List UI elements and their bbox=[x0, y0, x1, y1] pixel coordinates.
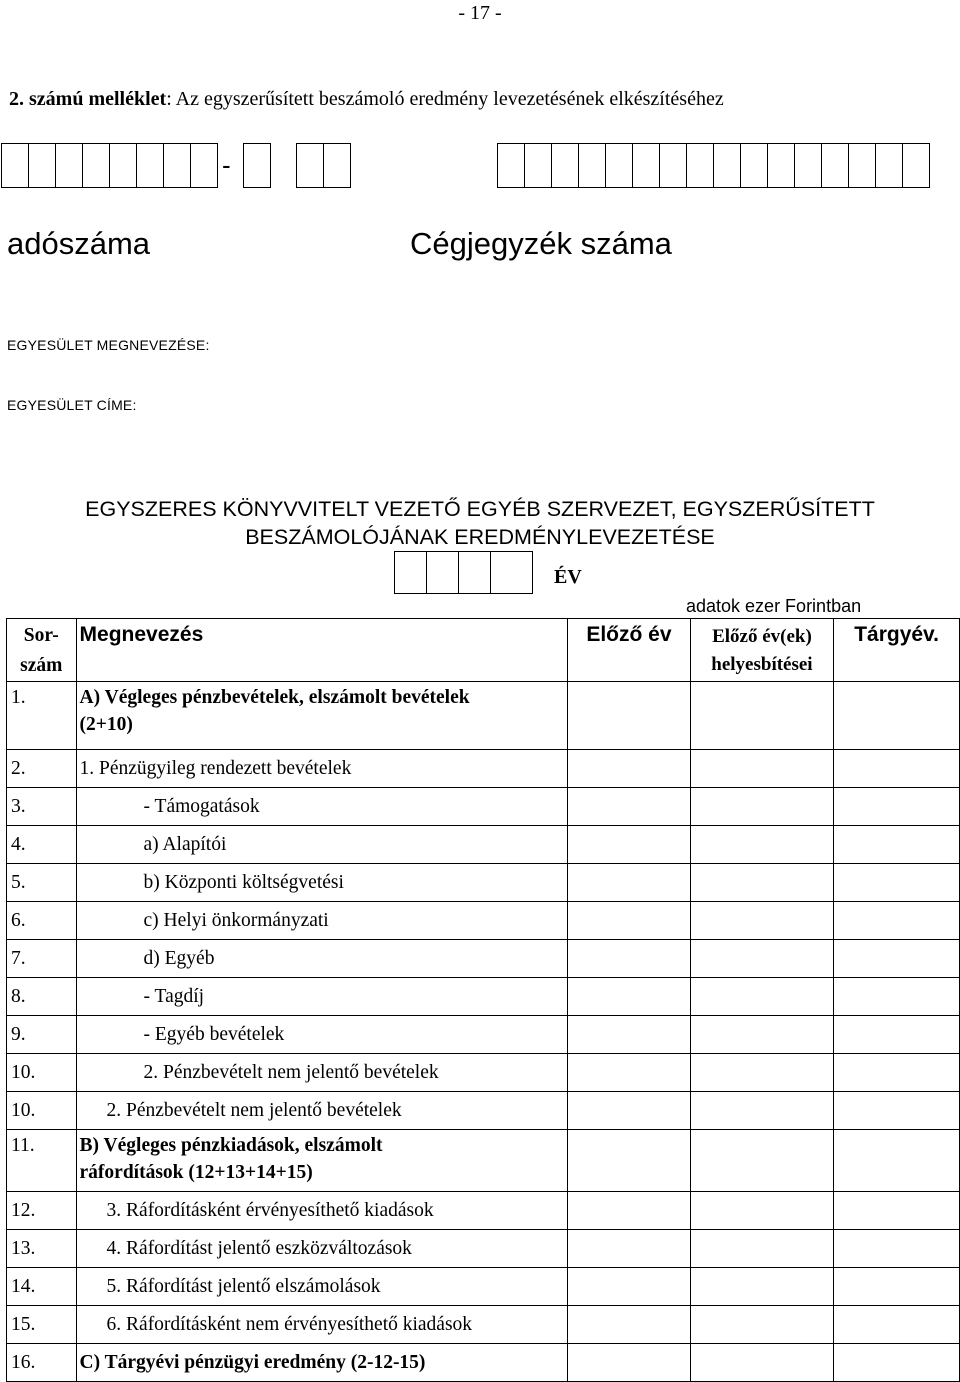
header-serial-line2: szám bbox=[20, 655, 63, 676]
tax-digit-box[interactable] bbox=[29, 143, 56, 188]
row-number: 10. bbox=[7, 1092, 77, 1130]
header-corrections bbox=[690, 619, 834, 682]
row-number: 7. bbox=[7, 940, 77, 978]
prev-year-cell[interactable] bbox=[568, 1344, 690, 1382]
current-year-cell[interactable] bbox=[834, 864, 960, 902]
prev-year-cell[interactable] bbox=[568, 940, 690, 978]
prev-year-cell[interactable] bbox=[568, 826, 690, 864]
company-reg-label: Cégjegyzék száma bbox=[410, 226, 672, 261]
row-number: 3. bbox=[7, 788, 77, 826]
table-row bbox=[7, 682, 960, 750]
tax-digit-box[interactable] bbox=[110, 143, 137, 188]
prev-year-cell[interactable] bbox=[568, 864, 690, 902]
row-name-line1: A) Végleges pénzbevételek, elszámolt bevételek bbox=[79, 687, 470, 708]
table-row bbox=[7, 1192, 960, 1230]
prev-year-cell[interactable] bbox=[568, 1016, 690, 1054]
prev-year-cell[interactable] bbox=[568, 1192, 690, 1230]
prev-year-cell[interactable] bbox=[568, 750, 690, 788]
current-year-cell[interactable] bbox=[834, 1130, 960, 1192]
reg-digit-box[interactable] bbox=[660, 143, 687, 188]
row-number: 8. bbox=[7, 978, 77, 1016]
report-title bbox=[0, 495, 960, 551]
reg-digit-box[interactable] bbox=[606, 143, 633, 188]
tax-digit-box[interactable] bbox=[243, 143, 271, 188]
prev-year-cell[interactable] bbox=[568, 1054, 690, 1092]
current-year-cell[interactable] bbox=[834, 682, 960, 750]
table-row bbox=[7, 864, 960, 902]
row-number: 10. bbox=[7, 1054, 77, 1092]
table-row bbox=[7, 1016, 960, 1054]
corrections-cell[interactable] bbox=[690, 1306, 834, 1344]
year-digit-box[interactable] bbox=[394, 551, 427, 594]
year-digit-box[interactable] bbox=[427, 551, 459, 594]
row-number: 6. bbox=[7, 902, 77, 940]
row-name: 1. Pénzügyileg rendezett bevételek bbox=[76, 750, 568, 788]
header-name: Megnevezés bbox=[76, 619, 568, 682]
current-year-cell[interactable] bbox=[834, 1306, 960, 1344]
corrections-cell[interactable] bbox=[690, 1230, 834, 1268]
tax-digit-box[interactable] bbox=[83, 143, 110, 188]
current-year-cell[interactable] bbox=[834, 1344, 960, 1382]
row-number: 16. bbox=[7, 1344, 77, 1382]
current-year-cell[interactable] bbox=[834, 1192, 960, 1230]
reg-digit-box[interactable] bbox=[795, 143, 822, 188]
corrections-cell[interactable] bbox=[690, 1344, 834, 1382]
year-digit-box[interactable] bbox=[459, 551, 491, 594]
income-statement-table bbox=[6, 618, 960, 1382]
annex-title bbox=[9, 88, 724, 111]
reg-digit-box[interactable] bbox=[525, 143, 552, 188]
corrections-cell[interactable] bbox=[690, 1268, 834, 1306]
prev-year-cell[interactable] bbox=[568, 1306, 690, 1344]
row-number: 14. bbox=[7, 1268, 77, 1306]
corrections-cell[interactable] bbox=[690, 826, 834, 864]
row-name: 3. Ráfordításként érvényesíthető kiadások bbox=[76, 1192, 568, 1230]
corrections-cell[interactable] bbox=[690, 1016, 834, 1054]
prev-year-cell[interactable] bbox=[568, 902, 690, 940]
prev-year-cell[interactable] bbox=[568, 788, 690, 826]
prev-year-cell[interactable] bbox=[568, 1092, 690, 1130]
corrections-cell[interactable] bbox=[690, 682, 834, 750]
corrections-cell[interactable] bbox=[690, 864, 834, 902]
header-prev-year: Előző év bbox=[568, 619, 690, 682]
corrections-cell[interactable] bbox=[690, 1054, 834, 1092]
year-digit-box[interactable] bbox=[491, 551, 533, 594]
table-row bbox=[7, 978, 960, 1016]
table-row bbox=[7, 1268, 960, 1306]
row-name: d) Egyéb bbox=[76, 940, 568, 978]
row-number: 5. bbox=[7, 864, 77, 902]
year-boxes bbox=[394, 551, 533, 594]
row-name-line2: (2+10) bbox=[79, 714, 133, 735]
row-name: a) Alapítói bbox=[76, 826, 568, 864]
table-row bbox=[7, 1344, 960, 1382]
prev-year-cell[interactable] bbox=[568, 1268, 690, 1306]
prev-year-cell[interactable] bbox=[568, 978, 690, 1016]
row-number: 2. bbox=[7, 750, 77, 788]
current-year-cell[interactable] bbox=[834, 1054, 960, 1092]
table-row bbox=[7, 940, 960, 978]
current-year-cell[interactable] bbox=[834, 1268, 960, 1306]
corrections-cell[interactable] bbox=[690, 1092, 834, 1130]
reg-digit-box[interactable] bbox=[849, 143, 876, 188]
current-year-cell[interactable] bbox=[834, 978, 960, 1016]
table-row bbox=[7, 1092, 960, 1130]
table-row bbox=[7, 1130, 960, 1192]
prev-year-cell[interactable] bbox=[568, 682, 690, 750]
header-current-year: Tárgyév. bbox=[834, 619, 960, 682]
reg-digit-box[interactable] bbox=[579, 143, 606, 188]
row-name bbox=[76, 682, 568, 750]
table-row bbox=[7, 1054, 960, 1092]
reg-digit-box[interactable] bbox=[633, 143, 660, 188]
row-name: 4. Ráfordítást jelentő eszközváltozások bbox=[76, 1230, 568, 1268]
reg-digit-box[interactable] bbox=[687, 143, 714, 188]
row-name: - Támogatások bbox=[76, 788, 568, 826]
row-name: C) Tárgyévi pénzügyi eredmény (2-12-15) bbox=[76, 1344, 568, 1382]
current-year-cell[interactable] bbox=[834, 826, 960, 864]
current-year-cell[interactable] bbox=[834, 1016, 960, 1054]
table-row bbox=[7, 1306, 960, 1344]
row-name: 2. Pénzbevételt nem jelentő bevételek bbox=[76, 1092, 568, 1130]
row-name bbox=[76, 1130, 568, 1192]
reg-digit-box[interactable] bbox=[741, 143, 768, 188]
tax-number-label: adószáma bbox=[7, 226, 151, 261]
table-header-row bbox=[7, 619, 960, 682]
tax-digit-box[interactable] bbox=[191, 143, 218, 188]
prev-year-cell[interactable] bbox=[568, 1130, 690, 1192]
tax-digit-box[interactable] bbox=[296, 143, 324, 188]
tax-digit-box[interactable] bbox=[56, 143, 83, 188]
tax-digit-box[interactable] bbox=[137, 143, 164, 188]
row-number: 13. bbox=[7, 1230, 77, 1268]
tax-number-county-boxes bbox=[296, 143, 351, 188]
header-corrections-line1: Előző év(ek) bbox=[712, 626, 812, 647]
reg-digit-box[interactable] bbox=[714, 143, 741, 188]
table-row bbox=[7, 1230, 960, 1268]
corrections-cell[interactable] bbox=[690, 902, 834, 940]
table-row bbox=[7, 826, 960, 864]
row-number: 9. bbox=[7, 1016, 77, 1054]
header-serial-line1: Sor- bbox=[23, 625, 59, 646]
tax-digit-box[interactable] bbox=[324, 143, 351, 188]
current-year-cell[interactable] bbox=[834, 940, 960, 978]
company-reg-boxes bbox=[497, 143, 930, 188]
annex-title-text: : Az egyszerűsített beszámoló eredmény levezetésének elkészítéséhez bbox=[166, 88, 724, 110]
table-row bbox=[7, 750, 960, 788]
table-row bbox=[7, 788, 960, 826]
current-year-cell[interactable] bbox=[834, 750, 960, 788]
table-row bbox=[7, 902, 960, 940]
current-year-cell[interactable] bbox=[834, 1092, 960, 1130]
corrections-cell[interactable] bbox=[690, 1130, 834, 1192]
association-name-label: EGYESÜLET MEGNEVEZÉSE: bbox=[7, 337, 210, 353]
tax-digit-box[interactable] bbox=[1, 143, 29, 188]
row-number: 15. bbox=[7, 1306, 77, 1344]
row-name: 6. Ráfordításként nem érvényesíthető kiadások bbox=[76, 1306, 568, 1344]
corrections-cell[interactable] bbox=[690, 940, 834, 978]
reg-digit-box[interactable] bbox=[903, 143, 930, 188]
reg-digit-box[interactable] bbox=[768, 143, 795, 188]
corrections-cell[interactable] bbox=[690, 750, 834, 788]
annex-number: 2. számú melléklet bbox=[9, 88, 167, 110]
current-year-cell[interactable] bbox=[834, 788, 960, 826]
row-name: - Tagdíj bbox=[76, 978, 568, 1016]
reg-digit-box[interactable] bbox=[822, 143, 849, 188]
association-address-label: EGYESÜLET CÍME: bbox=[7, 397, 137, 413]
tax-digit-box[interactable] bbox=[164, 143, 191, 188]
tax-number-dash: - bbox=[222, 150, 231, 180]
row-number: 1. bbox=[7, 682, 77, 750]
current-year-cell[interactable] bbox=[834, 1230, 960, 1268]
corrections-cell[interactable] bbox=[690, 978, 834, 1016]
row-name-line1: B) Végleges pénzkiadások, elszámolt bbox=[79, 1135, 383, 1156]
report-title-line1: EGYSZERES KÖNYVVITELT VEZETŐ EGYÉB SZERVEZET, EGYSZERŰSÍTETT bbox=[85, 497, 875, 521]
row-number: 12. bbox=[7, 1192, 77, 1230]
corrections-cell[interactable] bbox=[690, 1192, 834, 1230]
report-title-line2: BESZÁMOLÓJÁNAK EREDMÉNYLEVEZETÉSE bbox=[245, 525, 715, 549]
prev-year-cell[interactable] bbox=[568, 1230, 690, 1268]
row-name: 2. Pénzbevételt nem jelentő bevételek bbox=[76, 1054, 568, 1092]
year-label: ÉV bbox=[554, 566, 582, 588]
unit-label: adatok ezer Forintban bbox=[686, 596, 862, 616]
header-corrections-line2: helyesbítései bbox=[711, 654, 813, 675]
tax-number-main-boxes bbox=[1, 143, 218, 188]
reg-digit-box[interactable] bbox=[552, 143, 579, 188]
row-number: 4. bbox=[7, 826, 77, 864]
row-name: 5. Ráfordítást jelentő elszámolások bbox=[76, 1268, 568, 1306]
row-number: 11. bbox=[7, 1130, 77, 1192]
current-year-cell[interactable] bbox=[834, 902, 960, 940]
row-name: - Egyéb bevételek bbox=[76, 1016, 568, 1054]
reg-digit-box[interactable] bbox=[876, 143, 903, 188]
row-name: c) Helyi önkormányzati bbox=[76, 902, 568, 940]
tax-number-vat-box bbox=[243, 143, 271, 188]
corrections-cell[interactable] bbox=[690, 788, 834, 826]
row-name-line2: ráfordítások (12+13+14+15) bbox=[79, 1162, 313, 1183]
header-serial bbox=[7, 619, 77, 682]
row-name: b) Központi költségvetési bbox=[76, 864, 568, 902]
reg-digit-box[interactable] bbox=[497, 143, 525, 188]
page-number: - 17 - bbox=[458, 2, 502, 24]
